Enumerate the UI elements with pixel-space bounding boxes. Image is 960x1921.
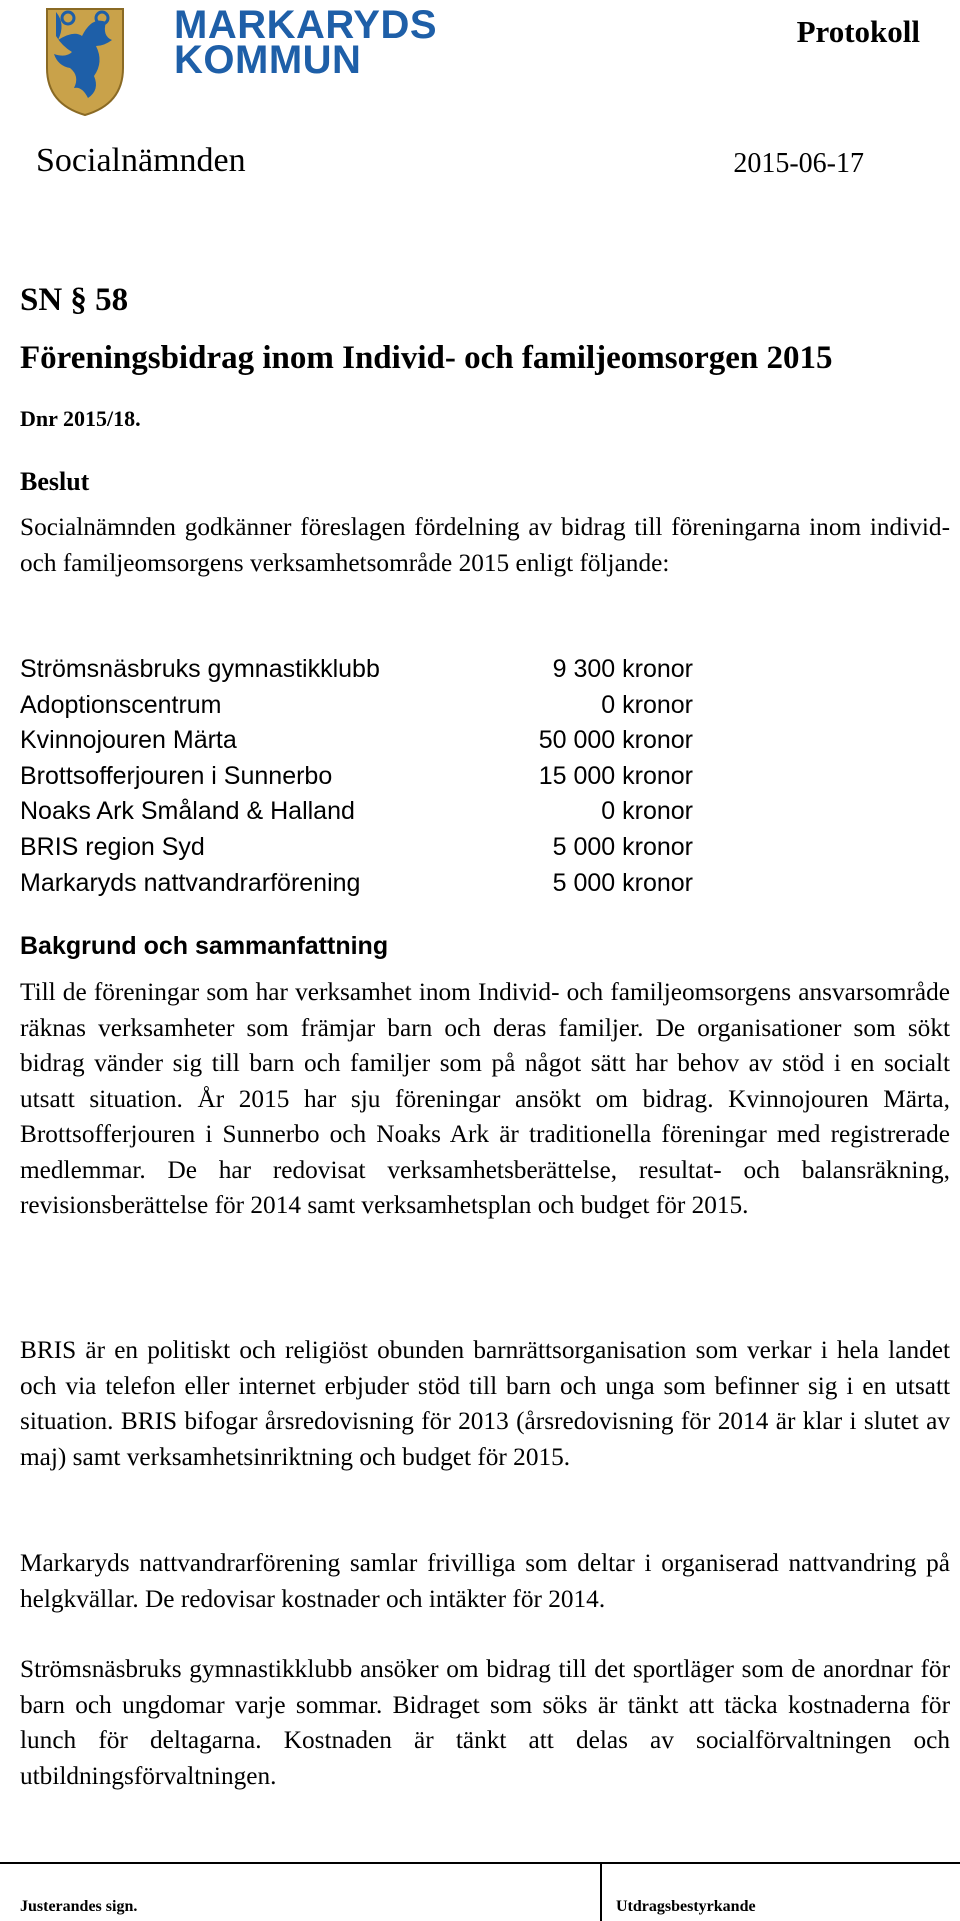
organization-name: Socialnämnden bbox=[36, 142, 246, 179]
logo-wordmark bbox=[174, 3, 438, 82]
allocation-row bbox=[20, 759, 720, 795]
allocation-list bbox=[20, 652, 720, 901]
decision-heading: Beslut bbox=[20, 467, 90, 496]
logo-line-1: MARKARYDS bbox=[174, 3, 438, 47]
background-paragraph-3: Markaryds nattvandrarförening samlar frivilliga som deltar i organiserad nattvandring på helgkvällar. De redovisar kostnader och intäkter för 2014. bbox=[20, 1549, 950, 1613]
registration-number: Dnr 2015/18. bbox=[20, 406, 141, 431]
allocation-row bbox=[20, 866, 720, 902]
association-name: Kvinnojouren Märta bbox=[20, 726, 237, 755]
grant-amount: 15 000 kronor bbox=[538, 761, 693, 790]
allocation-row bbox=[20, 652, 720, 688]
paragraph-number: SN § 58 bbox=[20, 282, 129, 318]
signature-label: Justerandes sign. bbox=[20, 1898, 138, 1915]
municipality-logo bbox=[44, 3, 438, 118]
allocation-row bbox=[20, 688, 720, 724]
document-type: Protokoll bbox=[796, 14, 920, 49]
grant-amount: 0 kronor bbox=[601, 797, 693, 826]
grant-amount: 0 kronor bbox=[601, 690, 693, 719]
association-name: Noaks Ark Småland & Halland bbox=[20, 797, 355, 826]
section-title: Föreningsbidrag inom Individ- och familjeomsorgen 2015 bbox=[20, 340, 833, 376]
association-name: Strömsnäsbruks gymnastikklubb bbox=[20, 655, 380, 683]
extract-label: Utdragsbestyrkande bbox=[616, 1898, 756, 1915]
footer-divider bbox=[0, 1862, 960, 1864]
grant-amount: 50 000 kronor bbox=[538, 726, 693, 755]
allocation-row bbox=[20, 794, 720, 830]
logo-line-2: KOMMUN bbox=[174, 38, 362, 82]
association-name: Markaryds nattvandrarförening bbox=[20, 868, 361, 897]
decision-text: Socialnämnden godkänner föreslagen fördelning av bidrag till föreningarna inom individ- och familjeomsorgens verksamhetsområde 2015 enligt följande: bbox=[20, 513, 950, 577]
background-paragraph-1: Till de föreningar som har verksamhet inom Individ- och familjeomsorgens ansvarsområde räknas verksamheter som främjar barn och deras familjer. De organisationer som sökt bidrag vänder sig till barn och familjer som på något sätt har behov av stöd i en socialt utsatt situation. År 2015 har sju föreningar ansökt om bidrag. Kvinnojouren Märta, Brottsofferjouren i Sunnerbo och Noaks Ark är traditionella föreningar med registrerade medlemmar. De har redovisat verksamhetsberättelse, resultat- och balansräkning, revisionsberättelse för 2014 samt verksamhetsplan och budget för 2015. bbox=[20, 978, 950, 1219]
footer-column-divider bbox=[600, 1862, 602, 1921]
association-name: Adoptionscentrum bbox=[20, 690, 222, 719]
allocation-row bbox=[20, 723, 720, 759]
meeting-date: 2015-06-17 bbox=[733, 148, 864, 179]
background-paragraph-2: BRIS är en politiskt och religiöst obunden barnrättsorganisation som verkar i hela landet och via telefon eller internet erbjuder stöd till barn och unga som befinner sig i en utsatt situation. BRIS bifogar årsredovisning för 2013 (årsredovisning för 2014 är klar i slutet av maj) samt verksamhetsinriktning och budget för 2015. bbox=[20, 1336, 950, 1471]
association-name: Brottsofferjouren i Sunnerbo bbox=[20, 761, 333, 790]
grant-amount: 5 000 kronor bbox=[552, 868, 693, 897]
grant-amount: 5 000 kronor bbox=[552, 832, 693, 861]
coat-of-arms-icon bbox=[44, 6, 126, 118]
association-name: BRIS region Syd bbox=[20, 832, 205, 861]
grant-amount: 9 300 kronor bbox=[552, 655, 693, 683]
background-paragraph-4: Strömsnäsbruks gymnastikklubb ansöker om bidrag till det sportläger som de anordnar för barn och ungdomar varje sommar. Bidraget som söks är tänkt att täcka kostnaderna för lunch för deltagarna. Kostnaden är tänkt att delas av socialförvaltningen och utbildningsförvaltningen. bbox=[20, 1655, 950, 1790]
allocation-row bbox=[20, 830, 720, 866]
background-heading: Bakgrund och sammanfattning bbox=[20, 932, 389, 960]
